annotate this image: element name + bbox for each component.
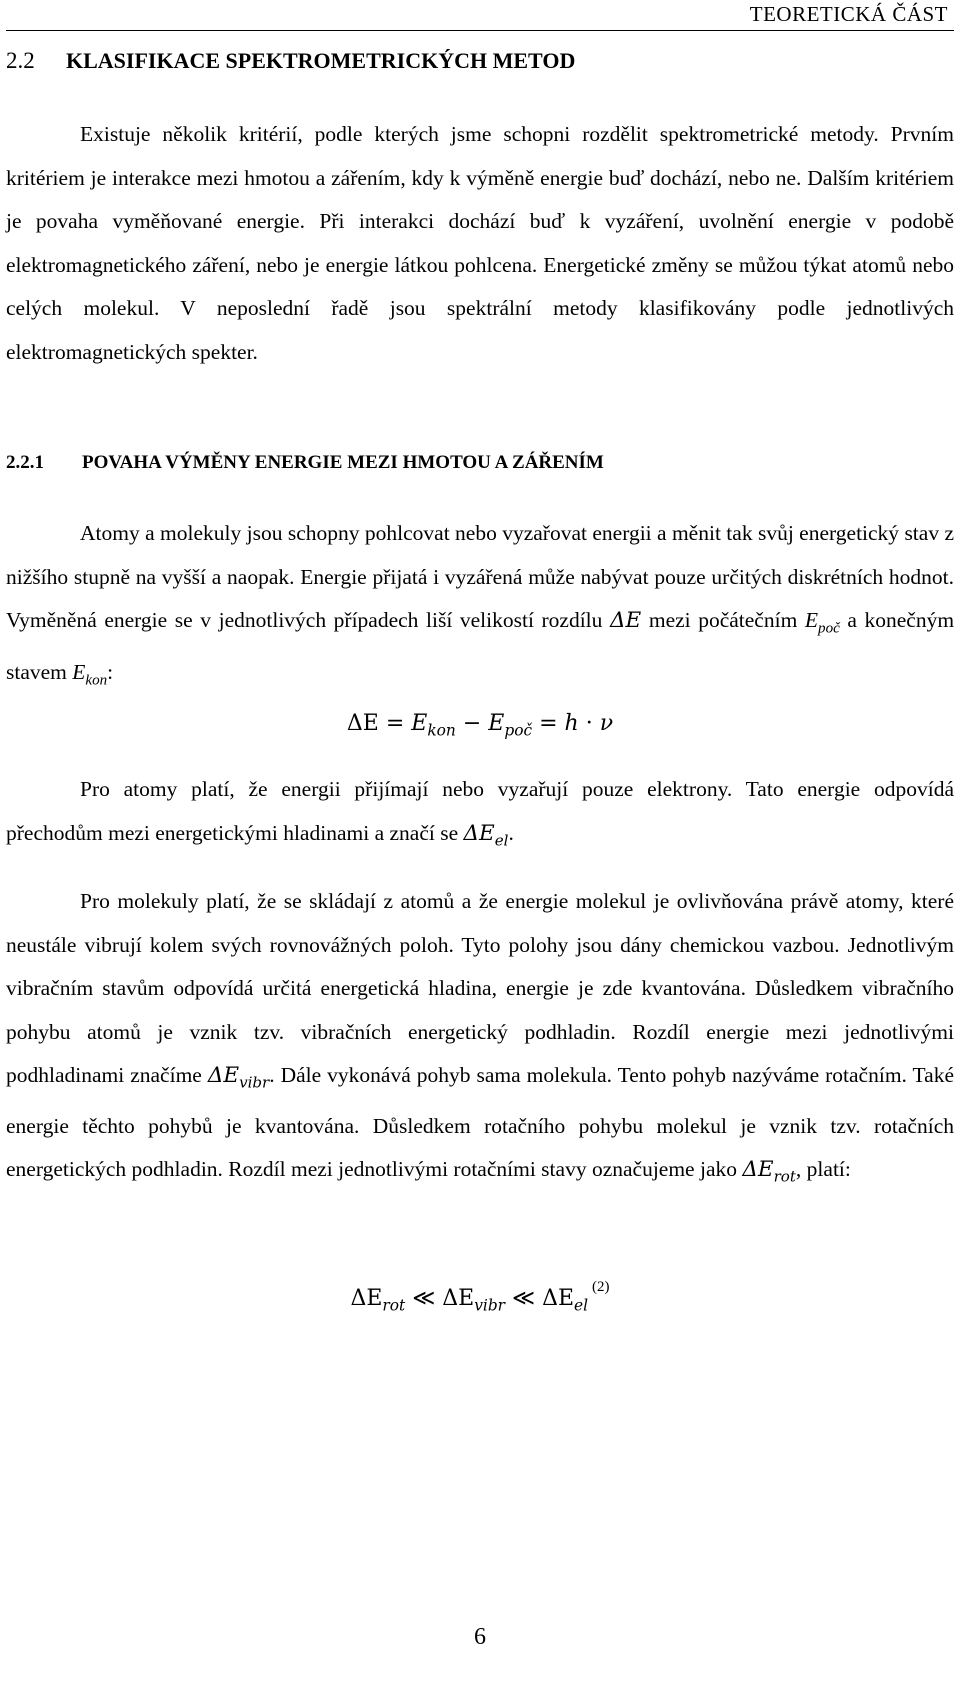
paragraph-1: Existuje několik kritérií, podle kterých jsme schopni rozdělit spektrometrické metody. Prvním kritériem je interakce mezi hmotou a zářením, kdy k výměně energie buď dochází, nebo ne. Dalším kritériem je povaha vyměňované energie. Při interakci dochází buď k vyzáření, uvolnění energie v podobě elektromagnetického záření, nebo je energie látkou pohlcena. Energetické změny se můžou týkat atomů nebo celých molekul. V neposlední řadě jsou spektrální metody klasifikovány podle jednotlivých elektromagnetických spekter. xyxy=(6,122,954,364)
equation-1: $\Delta E = E_{kon} - E_{poč} = h \cdot \nu$ xyxy=(346,711,614,740)
delta-e-symbol: ΔE xyxy=(610,608,642,633)
subsection-title: POVAHA VÝMĚNY ENERGIE MEZI HMOTOU A ZÁŘENÍM xyxy=(82,452,604,473)
paragraph-4: Pro molekuly platí, že se skládají z atomů a že energie molekul je ovlivňována právě atomy, které neustále vibrují kolem svých rovnovážných poloh. Tyto polohy jsou dány chemickou vazbou. Jednotlivým vibračním stavům odpovídá určitá energetická hladina, energie je zde kvantována. Důsledkem vibračního pohybu atomů je vznik tzv. vibračních energetický podhladin. Rozdíl energie mezi jednotlivými podhladinami značíme $\Delta E_{vibr}$. Dále vykonává pohyb sama molekula. Tento pohyb nazýváme rotačním. Také energie těchto pohybů je kvantována. Důsledkem rotačního pohybu molekul je vznik tzv. rotačních energetických podhladin. Rozdíl mezi jednotlivými rotačními stavy označujeme jako $\Delta E_{rot}$, platí: xyxy=(6,889,954,1186)
section-heading xyxy=(6,48,575,74)
running-header: TEORETICKÁ ČÁST xyxy=(749,2,948,26)
subsection-number: 2.2.1 xyxy=(6,452,44,473)
equation-number: (2) xyxy=(592,1279,610,1295)
paragraph-3: Pro atomy platí, že energii přijímají nebo vyzařují pouze elektrony. Tato energie odpovídá přechodům mezi energetickými hladinami a značí se $\Delta E_{el}$. xyxy=(6,777,954,849)
section-number: 2.2 xyxy=(6,48,35,73)
paragraph-2: Atomy a molekuly jsou schopny pohlcovat nebo vyzařovat energii a měnit tak svůj energetický stav z nižšího stupně na vyšší a naopak. Energie přijatá i vyzářená může nabývat pouze určitých diskrétních hodnot. Vyměněná energie se v jednotlivých případech liší velikostí rozdílu ΔE mezi počátečním $E_{poč}$ a konečným stavem $E_{kon}$: xyxy=(6,521,955,689)
subsection-heading xyxy=(6,452,604,474)
equation-2: $\Delta E_{rot}$ ≪ $\Delta E_{vibr}$ ≪ $\Delta E_{el}^{(2)}$ xyxy=(350,1279,610,1315)
page-number: 6 xyxy=(474,1624,486,1650)
section-title: KLASIFIKACE SPEKTROMETRICKÝCH METOD xyxy=(66,48,576,73)
header-rule xyxy=(6,30,954,31)
